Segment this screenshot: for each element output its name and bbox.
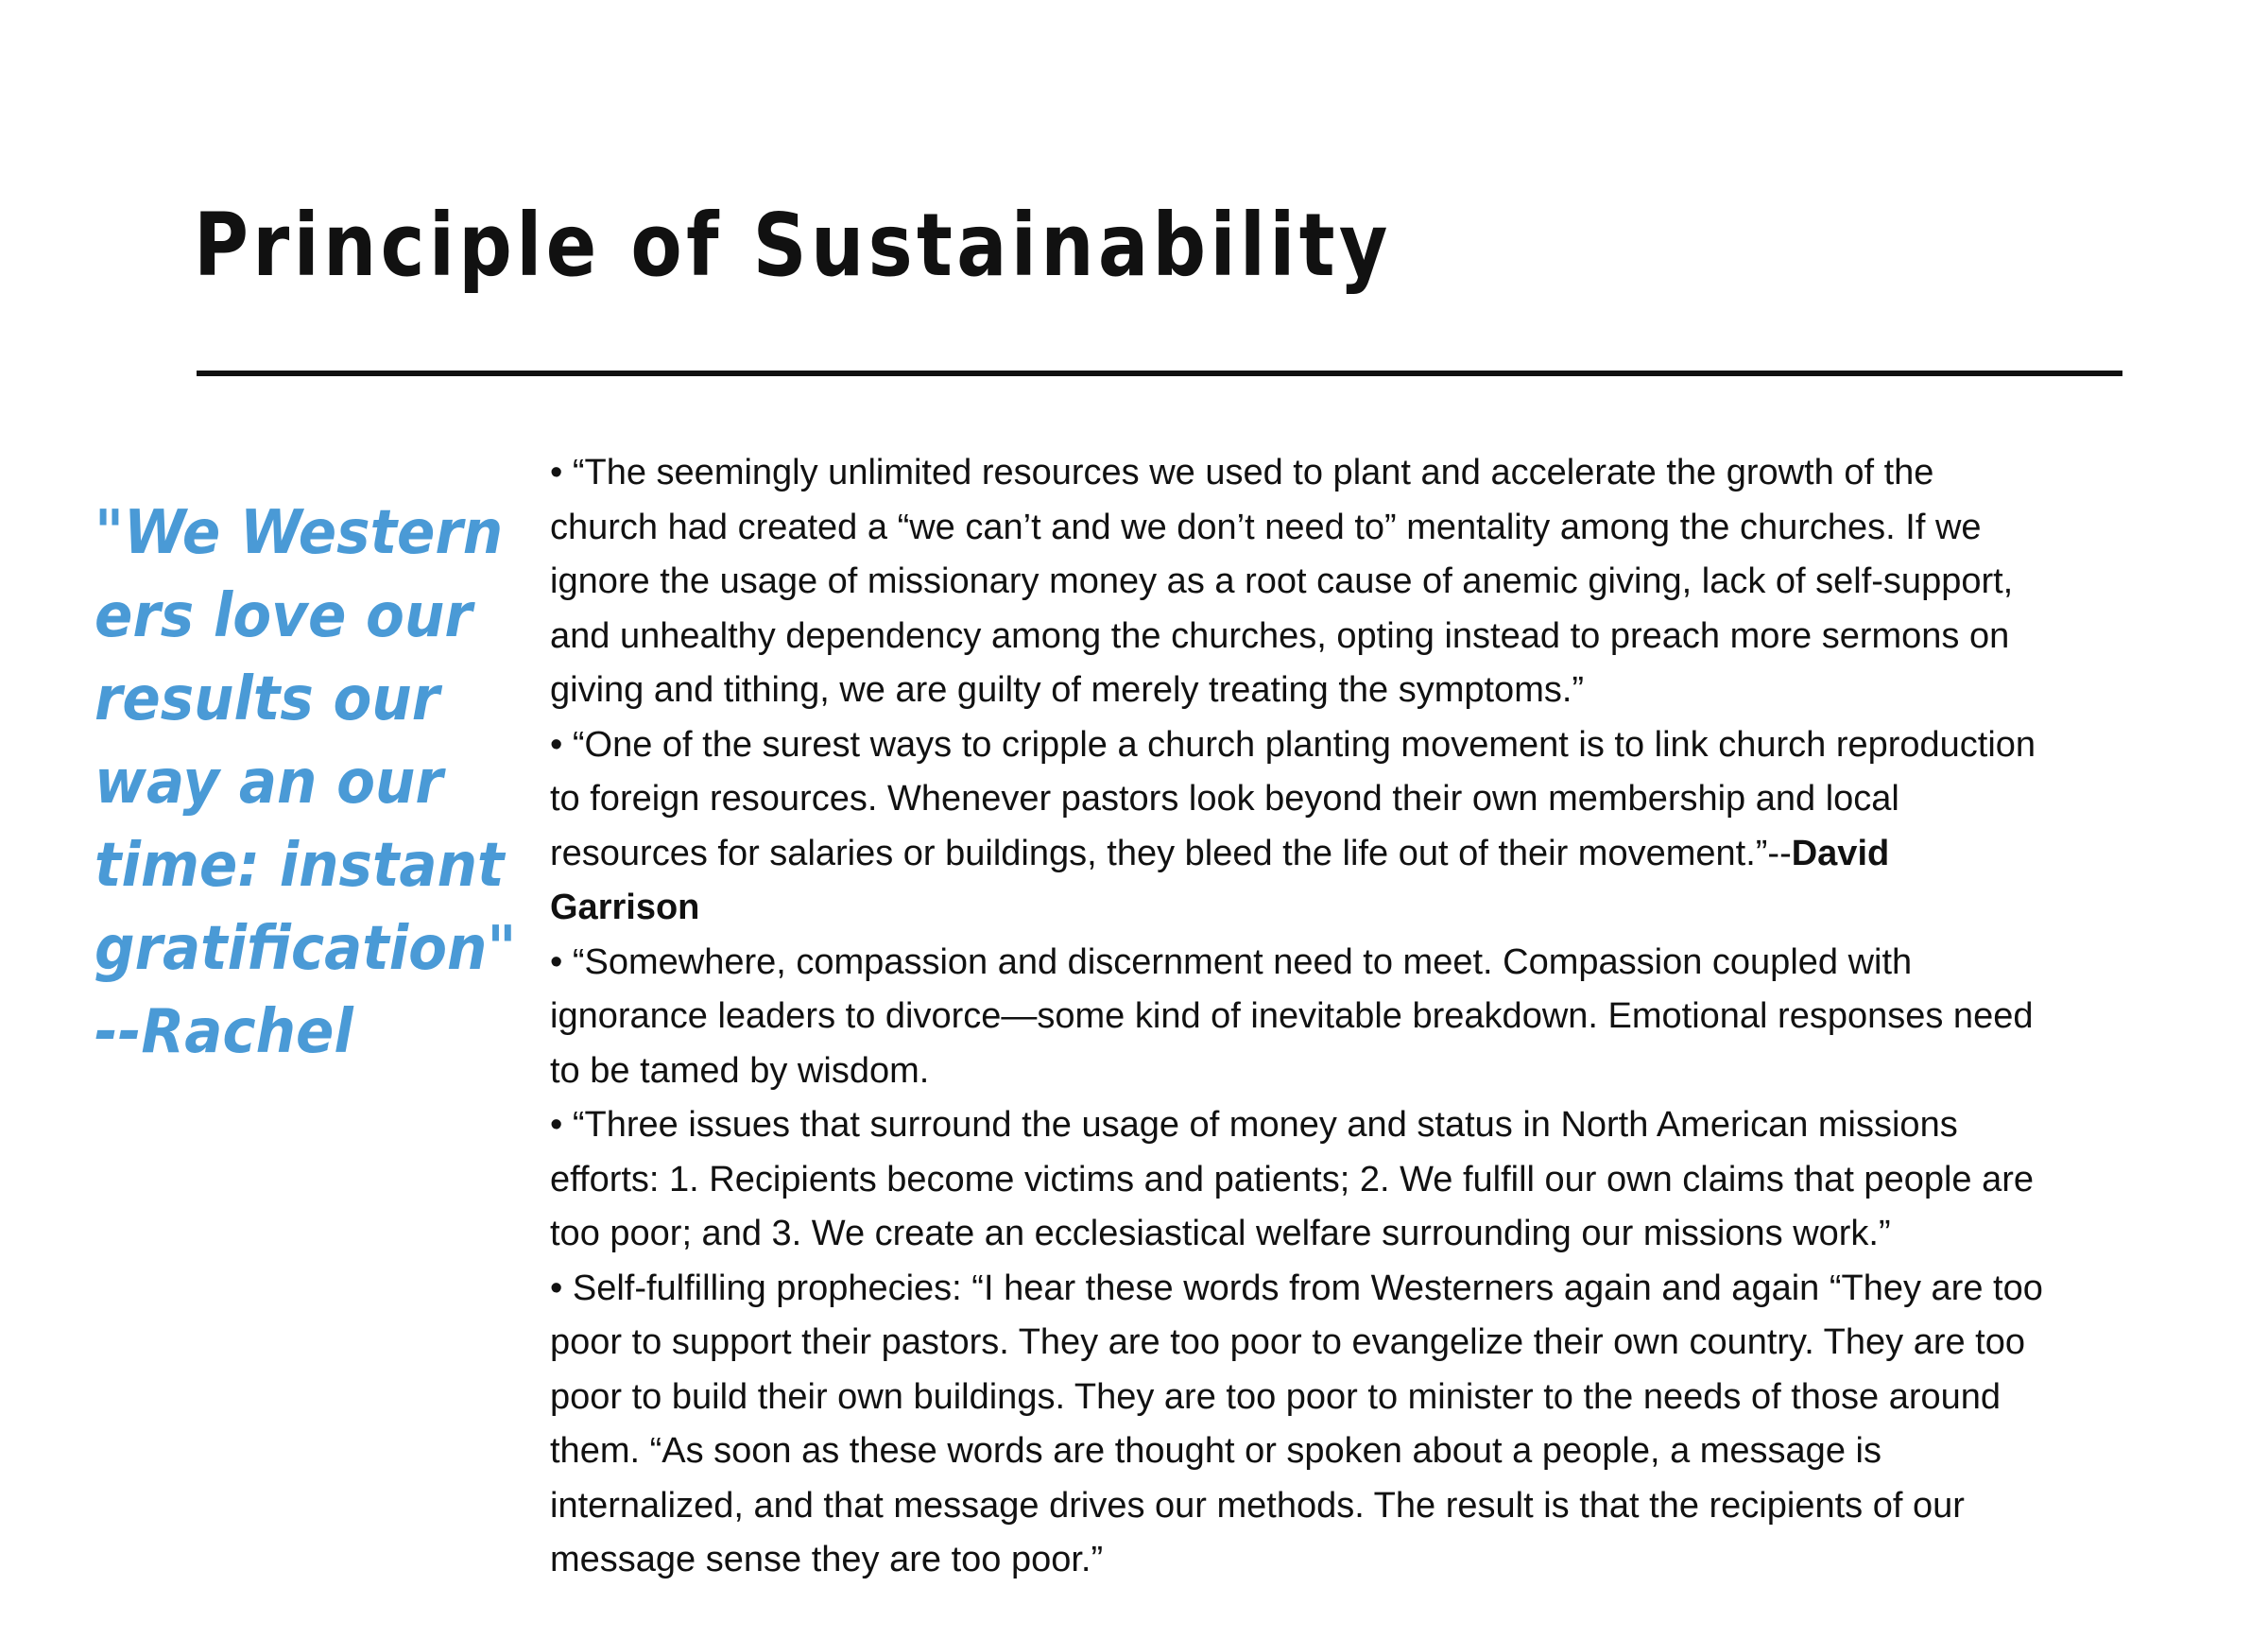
body-line: poor to build their own buildings. They are too poor to minister to the needs of those around (550, 1376, 2002, 1417)
body-line (550, 881, 2138, 936)
page-title: Principle of Sustainability (194, 195, 1392, 296)
body-line: church had created a “we can’t and we don’t need to” mentality among the churches. If we (550, 507, 1982, 547)
pull-quote-line: "We Western (94, 498, 504, 568)
body-line: ignorance leaders to divorce—some kind of inevitable breakdown. Emotional responses need (550, 996, 2034, 1036)
pull-quote-line: time: instant (94, 831, 505, 901)
body-line: • “One of the surest ways to cripple a church planting movement is to link church reproduction (550, 724, 2036, 765)
body-text (550, 446, 2138, 1588)
title-divider (197, 371, 2122, 376)
body-line: too poor; and 3. We create an ecclesiastical welfare surrounding our missions work.” (550, 1214, 1891, 1253)
pull-quote (94, 492, 517, 1074)
pull-quote-line: results our (94, 664, 440, 734)
pull-quote-attribution: --Rachel (94, 997, 353, 1067)
body-line: to foreign resources. Whenever pastors look beyond their own membership and local (550, 779, 1899, 819)
body-line-text: resources for salaries or buildings, they bleed the life out of their movement.”-- (550, 833, 1792, 873)
body-line: poor to support their pastors. They are too poor to evangelize their own country. They are too (550, 1322, 2026, 1362)
body-line: internalized, and that message drives our methods. The result is that the recipients of our (550, 1485, 1965, 1526)
body-line: • “Three issues that surround the usage of money and status in North American missions (550, 1105, 1958, 1145)
body-line: • “Somewhere, compassion and discernment need to meet. Compassion coupled with (550, 941, 1913, 982)
pull-quote-line: way an our (94, 748, 443, 818)
body-line: efforts: 1. Recipients become victims and patients; 2. We fulfill our own claims that people are (550, 1159, 2035, 1199)
pull-quote-line: gratification" (94, 914, 517, 984)
author-surname: Garrison (550, 888, 700, 927)
body-line: • “The seemingly unlimited resources we used to plant and accelerate the growth of the (550, 453, 1934, 492)
author-name: David (1791, 833, 1890, 873)
body-line: ignore the usage of missionary money as a root cause of anemic giving, lack of self-support, (550, 561, 2014, 601)
body-line: message sense they are too poor.” (550, 1540, 1104, 1579)
pull-quote-line: ers love our (94, 581, 472, 651)
body-line (550, 827, 2138, 882)
body-line: and unhealthy dependency among the churches, opting instead to preach more sermons on (550, 615, 2010, 656)
body-line: them. “As soon as these words are thought or spoken about a people, a message is (550, 1431, 1881, 1471)
body-line: giving and tithing, we are guilty of merely treating the symptoms.” (550, 670, 1585, 710)
body-line: to be tamed by wisdom. (550, 1050, 930, 1091)
body-line: • Self-fulfilling prophecies: “I hear these words from Westerners again and again “They are too (550, 1268, 2043, 1308)
